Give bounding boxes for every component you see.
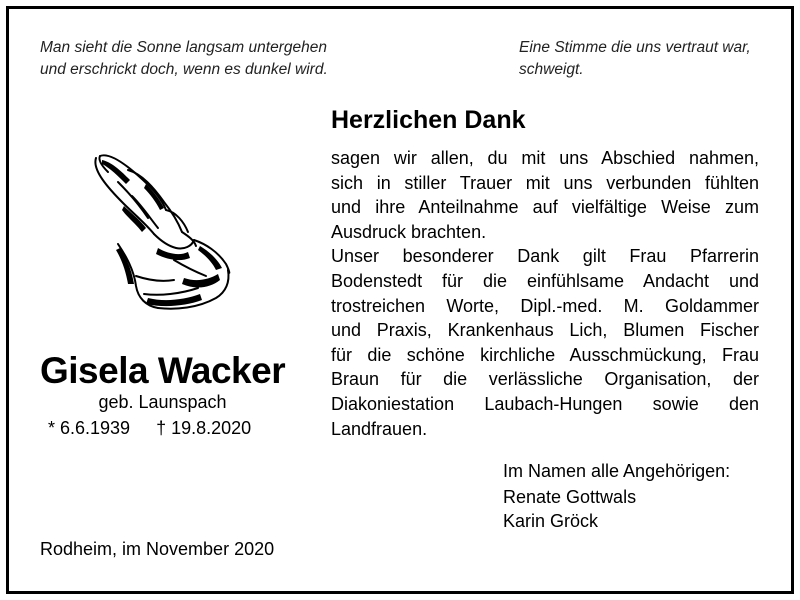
quote-right-line: schweigt. <box>519 61 584 78</box>
place-date: Rodheim, im November 2020 <box>40 539 275 559</box>
paragraph-line: Ausdruck brachten. <box>331 221 487 242</box>
paragraph-line: Unser besonderer Dank gilt Frau Pfarrerin <box>331 246 759 267</box>
paragraph-line: und ihre Anteilnahme auf vielfältige Weise zum <box>331 197 759 218</box>
heading: Herzlichen Dank <box>331 106 526 134</box>
paragraph-line: Braun für die verlässliche Organisation, der <box>331 369 759 390</box>
signature-block <box>503 459 730 533</box>
paragraph-line: Diakoniestation Laubach-Hungen sowie den <box>331 393 759 414</box>
quote-right-line: Eine Stimme die uns vertraut war, <box>519 39 751 56</box>
paragraph-line: trostreichen Worte, Dipl.-med. M. Goldammer <box>331 295 759 316</box>
deceased-name: Gisela Wacker <box>40 350 286 391</box>
quote-right <box>519 37 751 81</box>
birth-date: * 6.6.1939 <box>48 418 131 438</box>
signature-name: Renate Gottwals <box>503 487 637 507</box>
signature-name: Karin Gröck <box>503 511 599 531</box>
death-date: † 19.8.2020 <box>156 418 252 438</box>
quote-left-line: und erschrickt doch, wenn es dunkel wird. <box>40 61 328 78</box>
paragraph-line: Bodenstedt für die einfühlsame Andacht und <box>331 270 759 291</box>
paragraph-line: für die schöne kirchliche Ausschmückung, Frau <box>331 344 759 365</box>
paragraph-line: sich in stiller Trauer mit uns verbunden fühlten <box>331 172 759 193</box>
praying-hands-icon <box>88 148 238 313</box>
life-dates <box>48 418 251 439</box>
paragraph-line: Landfrauen. <box>331 418 428 439</box>
paragraph-line: und Praxis, Krankenhaus Lich, Blumen Fischer <box>331 320 759 341</box>
thanks-text <box>331 146 759 441</box>
quote-left <box>40 37 328 81</box>
quote-left-line: Man sieht die Sonne langsam untergehen <box>40 39 327 56</box>
paragraph-line: sagen wir allen, du mit uns Abschied nahmen, <box>331 148 759 168</box>
maiden-name: geb. Launspach <box>98 392 227 412</box>
signature-intro: Im Namen alle Angehörigen: <box>503 461 731 481</box>
